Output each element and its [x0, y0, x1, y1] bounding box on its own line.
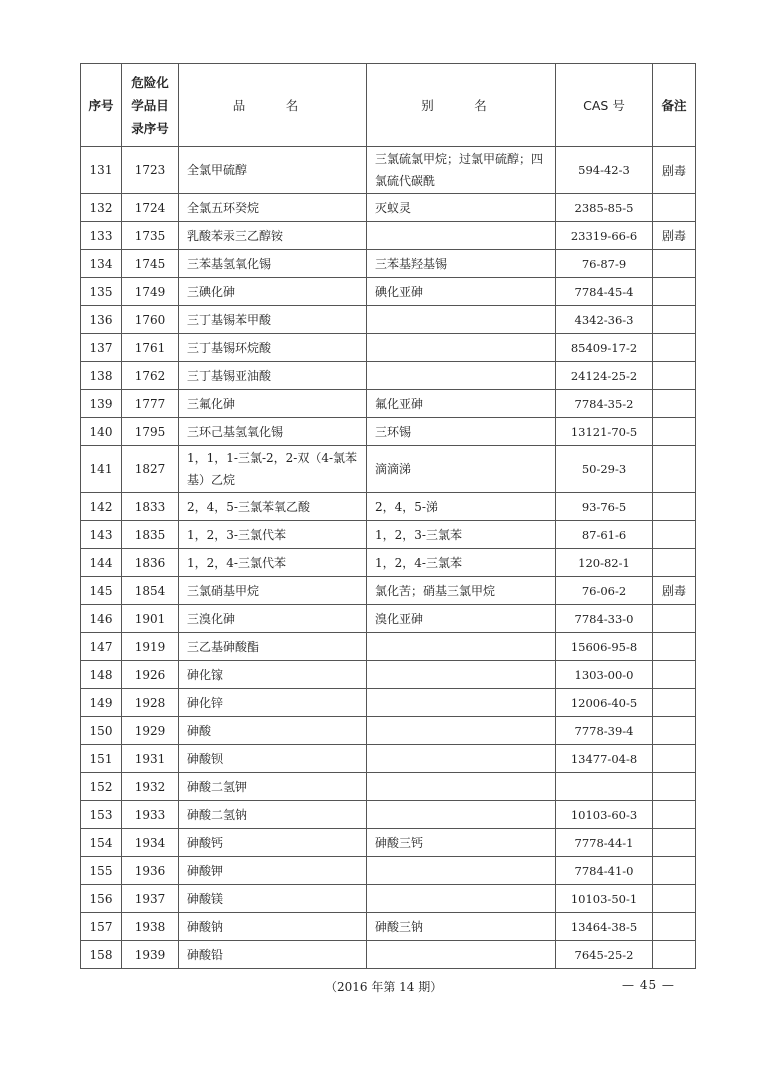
header-catalog-no-line: 录序号	[131, 120, 169, 136]
cell-serial-no: 134	[81, 250, 122, 278]
cell-remark	[653, 633, 696, 661]
table-row	[81, 661, 696, 689]
cell-remark	[653, 857, 696, 885]
table-row	[81, 941, 696, 969]
cell-serial-no: 152	[81, 773, 122, 801]
cell-product-name: 砷酸二氢钾	[179, 773, 367, 801]
cell-alias	[367, 306, 556, 334]
cell-serial-no: 151	[81, 745, 122, 773]
cell-catalog-no: 1929	[122, 717, 179, 745]
cell-product-name: 三丁基锡苯甲酸	[179, 306, 367, 334]
cell-serial-no: 156	[81, 885, 122, 913]
table-row	[81, 250, 696, 278]
cell-cas-no: 12006-40-5	[556, 689, 653, 717]
cell-remark	[653, 278, 696, 306]
header-cas-no: CAS 号	[556, 64, 653, 147]
table-row	[81, 390, 696, 418]
cell-product-name: 三乙基砷酸酯	[179, 633, 367, 661]
table-row	[81, 633, 696, 661]
cell-catalog-no: 1749	[122, 278, 179, 306]
cell-alias	[367, 745, 556, 773]
cell-cas-no: 13477-04-8	[556, 745, 653, 773]
header-catalog-no-line: 学品目	[131, 97, 169, 113]
table-row	[81, 885, 696, 913]
cell-cas-no: 13121-70-5	[556, 418, 653, 446]
cell-cas-no: 23319-66-6	[556, 222, 653, 250]
cell-serial-no: 143	[81, 521, 122, 549]
cell-cas-no: 76-06-2	[556, 577, 653, 605]
cell-alias	[367, 801, 556, 829]
cell-product-name: 全氯甲硫醇	[179, 147, 367, 194]
cell-alias	[367, 362, 556, 390]
cell-catalog-no: 1934	[122, 829, 179, 857]
cell-alias: 1，2，3-三氯苯	[367, 521, 556, 549]
cell-catalog-no: 1933	[122, 801, 179, 829]
cell-alias	[367, 857, 556, 885]
cell-serial-no: 157	[81, 913, 122, 941]
cell-remark	[653, 661, 696, 689]
cell-remark	[653, 418, 696, 446]
cell-remark	[653, 801, 696, 829]
cell-product-name: 三苯基氢氧化锡	[179, 250, 367, 278]
cell-remark	[653, 913, 696, 941]
table-body	[81, 147, 696, 969]
cell-serial-no: 144	[81, 549, 122, 577]
table-row	[81, 493, 696, 521]
cell-serial-no: 150	[81, 717, 122, 745]
cell-product-name: 砷酸	[179, 717, 367, 745]
cell-catalog-no: 1928	[122, 689, 179, 717]
cell-cas-no: 1303-00-0	[556, 661, 653, 689]
table-row	[81, 334, 696, 362]
cell-serial-no: 136	[81, 306, 122, 334]
table-row	[81, 857, 696, 885]
cell-product-name: 砷酸铅	[179, 941, 367, 969]
cell-serial-no: 131	[81, 147, 122, 194]
cell-cas-no: 7784-41-0	[556, 857, 653, 885]
cell-alias: 砷酸三钙	[367, 829, 556, 857]
cell-serial-no: 138	[81, 362, 122, 390]
cell-product-name: 1，1，1-三氯-2，2-双（4-氯苯基）乙烷	[179, 446, 367, 493]
cell-remark	[653, 390, 696, 418]
cell-cas-no: 7778-39-4	[556, 717, 653, 745]
cell-cas-no: 2385-85-5	[556, 194, 653, 222]
cell-remark: 剧毒	[653, 222, 696, 250]
cell-serial-no: 148	[81, 661, 122, 689]
cell-remark	[653, 717, 696, 745]
cell-product-name: 1，2，4-三氯代苯	[179, 549, 367, 577]
cell-remark	[653, 745, 696, 773]
cell-product-name: 三氟化砷	[179, 390, 367, 418]
cell-alias	[367, 689, 556, 717]
cell-alias: 2，4，5-涕	[367, 493, 556, 521]
cell-product-name: 三丁基锡亚油酸	[179, 362, 367, 390]
cell-cas-no	[556, 773, 653, 801]
cell-catalog-no: 1723	[122, 147, 179, 194]
cell-remark	[653, 493, 696, 521]
table-row	[81, 773, 696, 801]
cell-cas-no: 120-82-1	[556, 549, 653, 577]
cell-cas-no: 85409-17-2	[556, 334, 653, 362]
table-row	[81, 549, 696, 577]
page-footer	[0, 978, 774, 998]
cell-serial-no: 135	[81, 278, 122, 306]
cell-serial-no: 145	[81, 577, 122, 605]
cell-serial-no: 139	[81, 390, 122, 418]
table-row	[81, 605, 696, 633]
cell-cas-no: 7784-35-2	[556, 390, 653, 418]
cell-catalog-no: 1735	[122, 222, 179, 250]
cell-alias: 1，2，4-三氯苯	[367, 549, 556, 577]
cell-serial-no: 132	[81, 194, 122, 222]
cell-catalog-no: 1926	[122, 661, 179, 689]
cell-product-name: 2，4，5-三氯苯氧乙酸	[179, 493, 367, 521]
chemical-table	[80, 63, 696, 969]
cell-catalog-no: 1760	[122, 306, 179, 334]
cell-alias: 三苯基羟基锡	[367, 250, 556, 278]
cell-catalog-no: 1724	[122, 194, 179, 222]
cell-remark	[653, 829, 696, 857]
cell-catalog-no: 1939	[122, 941, 179, 969]
cell-alias: 灭蚁灵	[367, 194, 556, 222]
cell-remark	[653, 306, 696, 334]
cell-product-name: 三丁基锡环烷酸	[179, 334, 367, 362]
cell-serial-no: 146	[81, 605, 122, 633]
cell-cas-no: 4342-36-3	[556, 306, 653, 334]
header-product-name: 品 名	[179, 64, 367, 147]
cell-cas-no: 76-87-9	[556, 250, 653, 278]
table-row	[81, 745, 696, 773]
cell-remark	[653, 885, 696, 913]
cell-cas-no: 7784-45-4	[556, 278, 653, 306]
cell-serial-no: 133	[81, 222, 122, 250]
cell-catalog-no: 1901	[122, 605, 179, 633]
cell-product-name: 砷酸钠	[179, 913, 367, 941]
cell-alias: 三环锡	[367, 418, 556, 446]
issue-label: （2016 年第 14 期）	[325, 980, 443, 994]
cell-cas-no: 7645-25-2	[556, 941, 653, 969]
cell-catalog-no: 1762	[122, 362, 179, 390]
cell-catalog-no: 1938	[122, 913, 179, 941]
header-catalog-no-line: 危险化	[131, 74, 169, 90]
cell-catalog-no: 1745	[122, 250, 179, 278]
cell-cas-no: 7784-33-0	[556, 605, 653, 633]
cell-remark: 剧毒	[653, 147, 696, 194]
cell-catalog-no: 1854	[122, 577, 179, 605]
cell-catalog-no: 1761	[122, 334, 179, 362]
cell-serial-no: 140	[81, 418, 122, 446]
cell-catalog-no: 1932	[122, 773, 179, 801]
table-row	[81, 362, 696, 390]
cell-remark	[653, 941, 696, 969]
cell-alias	[367, 941, 556, 969]
cell-remark	[653, 362, 696, 390]
cell-catalog-no: 1833	[122, 493, 179, 521]
cell-cas-no: 7778-44-1	[556, 829, 653, 857]
cell-product-name: 砷酸钙	[179, 829, 367, 857]
table-row	[81, 829, 696, 857]
cell-cas-no: 15606-95-8	[556, 633, 653, 661]
cell-remark	[653, 250, 696, 278]
cell-product-name: 三碘化砷	[179, 278, 367, 306]
table-row	[81, 577, 696, 605]
cell-remark	[653, 334, 696, 362]
cell-serial-no: 137	[81, 334, 122, 362]
table-row	[81, 689, 696, 717]
cell-alias	[367, 661, 556, 689]
cell-alias	[367, 334, 556, 362]
cell-cas-no: 93-76-5	[556, 493, 653, 521]
cell-product-name: 砷化锌	[179, 689, 367, 717]
cell-remark	[653, 605, 696, 633]
table-row	[81, 278, 696, 306]
cell-product-name: 砷酸钡	[179, 745, 367, 773]
cell-alias	[367, 633, 556, 661]
cell-serial-no: 158	[81, 941, 122, 969]
cell-catalog-no: 1777	[122, 390, 179, 418]
cell-serial-no: 149	[81, 689, 122, 717]
cell-catalog-no: 1795	[122, 418, 179, 446]
header-remark: 备注	[653, 64, 696, 147]
cell-catalog-no: 1937	[122, 885, 179, 913]
table-row	[81, 913, 696, 941]
cell-product-name: 砷酸二氢钠	[179, 801, 367, 829]
cell-product-name: 砷酸钾	[179, 857, 367, 885]
cell-product-name: 乳酸苯汞三乙醇铵	[179, 222, 367, 250]
cell-remark	[653, 194, 696, 222]
table-row	[81, 446, 696, 493]
cell-alias	[367, 885, 556, 913]
cell-remark: 剧毒	[653, 577, 696, 605]
cell-alias: 溴化亚砷	[367, 605, 556, 633]
cell-alias	[367, 222, 556, 250]
cell-cas-no: 594-42-3	[556, 147, 653, 194]
cell-catalog-no: 1919	[122, 633, 179, 661]
cell-catalog-no: 1931	[122, 745, 179, 773]
cell-cas-no: 87-61-6	[556, 521, 653, 549]
cell-remark	[653, 446, 696, 493]
cell-alias: 氯化苦；硝基三氯甲烷	[367, 577, 556, 605]
header-catalog-no	[122, 64, 179, 147]
cell-serial-no: 155	[81, 857, 122, 885]
cell-alias: 滴滴涕	[367, 446, 556, 493]
cell-remark	[653, 689, 696, 717]
cell-product-name: 三氯硝基甲烷	[179, 577, 367, 605]
page-number: — 45 —	[622, 978, 675, 992]
table-row	[81, 222, 696, 250]
header-row	[81, 64, 696, 147]
cell-catalog-no: 1936	[122, 857, 179, 885]
cell-serial-no: 153	[81, 801, 122, 829]
table-row	[81, 306, 696, 334]
table-row	[81, 801, 696, 829]
cell-serial-no: 147	[81, 633, 122, 661]
cell-product-name: 砷化镓	[179, 661, 367, 689]
cell-serial-no: 142	[81, 493, 122, 521]
cell-product-name: 砷酸镁	[179, 885, 367, 913]
cell-alias: 三氯硫氯甲烷；过氯甲硫醇；四氯硫代碳酰	[367, 147, 556, 194]
cell-cas-no: 10103-50-1	[556, 885, 653, 913]
cell-alias: 碘化亚砷	[367, 278, 556, 306]
header-alias: 别 名	[367, 64, 556, 147]
header-serial-no: 序号	[81, 64, 122, 147]
cell-product-name: 全氯五环癸烷	[179, 194, 367, 222]
cell-catalog-no: 1827	[122, 446, 179, 493]
cell-remark	[653, 521, 696, 549]
table-row	[81, 717, 696, 745]
cell-product-name: 三环己基氢氧化锡	[179, 418, 367, 446]
table-row	[81, 194, 696, 222]
cell-remark	[653, 549, 696, 577]
cell-alias	[367, 717, 556, 745]
cell-cas-no: 50-29-3	[556, 446, 653, 493]
cell-alias: 砷酸三钠	[367, 913, 556, 941]
cell-cas-no: 13464-38-5	[556, 913, 653, 941]
cell-cas-no: 10103-60-3	[556, 801, 653, 829]
cell-alias: 氟化亚砷	[367, 390, 556, 418]
cell-cas-no: 24124-25-2	[556, 362, 653, 390]
table-row	[81, 418, 696, 446]
table-row	[81, 521, 696, 549]
cell-serial-no: 141	[81, 446, 122, 493]
cell-remark	[653, 773, 696, 801]
cell-catalog-no: 1836	[122, 549, 179, 577]
table-row	[81, 147, 696, 194]
cell-product-name: 1，2，3-三氯代苯	[179, 521, 367, 549]
cell-catalog-no: 1835	[122, 521, 179, 549]
cell-product-name: 三溴化砷	[179, 605, 367, 633]
cell-alias	[367, 773, 556, 801]
cell-serial-no: 154	[81, 829, 122, 857]
